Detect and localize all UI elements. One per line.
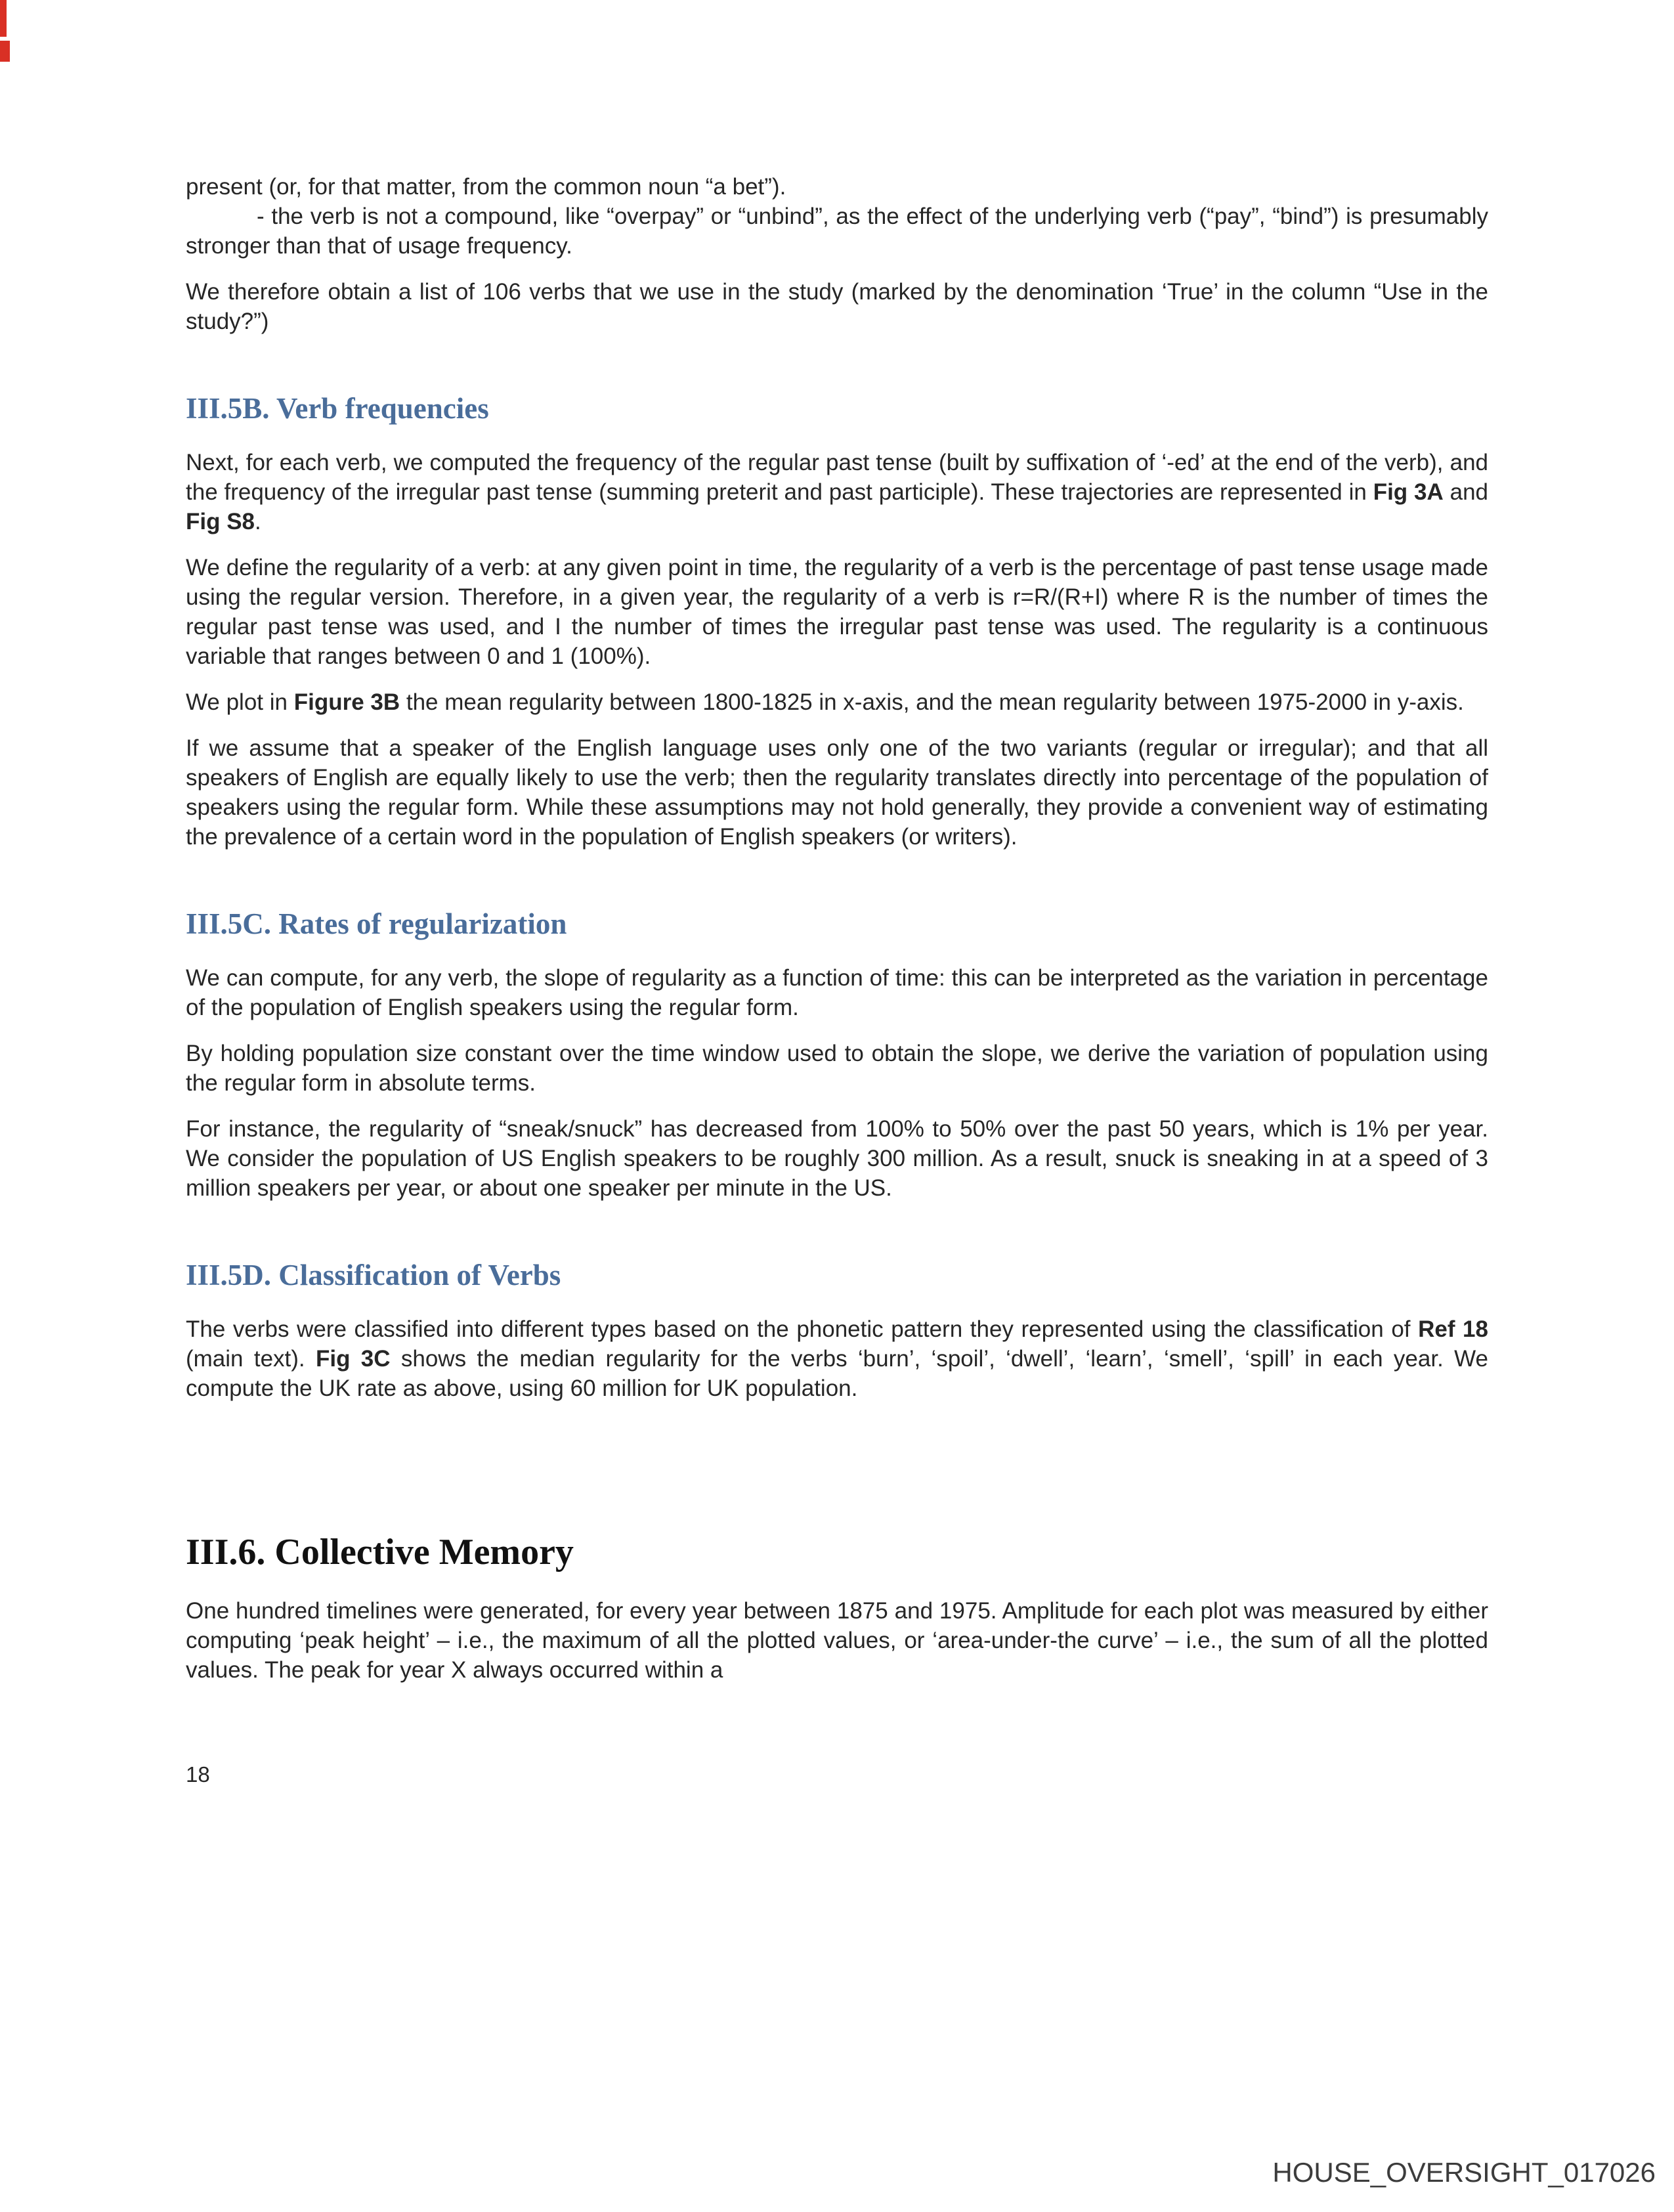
text-segment: . <box>255 509 261 534</box>
paragraph-5c-2: By holding population size constant over the time window used to obtain the slope, we derive the variation of population using the regular form in absolute terms. <box>186 1041 1488 1096</box>
paragraph-5b-2: We define the regularity of a verb: at any given point in time, the regularity of a verb is the percentage of past tense usage made using the regular version. Therefore, in a given year, the regularity of a verb is r=R/(R+I) where R is the number of times the regular past tense was used, and I the number of times the irregular past tense was used. The regularity is a continuous variable that ranges between 0 and 1 (100%). <box>186 555 1488 669</box>
paragraph-5b-1 <box>186 448 1488 536</box>
bold-figure-ref: Fig 3A <box>1373 479 1444 505</box>
intro-paragraph-2: We therefore obtain a list of 106 verbs that we use in the study (marked by the denomination ‘True’ in the column “Use in the study?”) <box>186 279 1488 334</box>
paragraph-5d-1 <box>186 1314 1488 1403</box>
text-segment: We plot in <box>186 689 294 715</box>
intro-paragraph-line1: present (or, for that matter, from the common noun “a bet”). <box>186 174 786 200</box>
section-heading-5c: III.5C. Rates of regularization <box>186 907 567 940</box>
text-segment: shows the median regularity for the verbs ‘burn’, ‘spoil’, ‘dwell’, ‘learn’, ‘smell’, ‘spill’ in each year. We compute the UK rate as above, using 60 million for UK population. <box>186 1346 1488 1401</box>
bold-figure-ref: Figure 3B <box>293 689 400 715</box>
page-number: 18 <box>186 1762 210 1787</box>
bold-figure-ref: Fig 3C <box>315 1346 391 1372</box>
paragraph-5b-4: If we assume that a speaker of the English language uses only one of the two variants (regular or irregular); and that all speakers of English are equally likely to use the verb; then the regularity translates directly into percentage of the population of speakers using the regular form. While these assumptions may not hold generally, they provide a convenient way of estimating the prevalence of a certain word in the population of English speakers (or writers). <box>186 735 1488 850</box>
red-corner-mark-2 <box>0 41 10 62</box>
bold-ref: Ref 18 <box>1418 1316 1488 1342</box>
text-segment: and <box>1443 479 1489 505</box>
intro-paragraph-line2: - the verb is not a compound, like “overpay” or “unbind”, as the effect of the underlying verb (“pay”, “bind”) is presumably stronger than that of usage frequency. <box>186 204 1488 259</box>
content-column <box>186 172 1488 1787</box>
text-segment: the mean regularity between 1800-1825 in x-axis, and the mean regularity between 1975-2000 in y-axis. <box>400 689 1464 715</box>
paragraph-5c-1: We can compute, for any verb, the slope of regularity as a function of time: this can be interpreted as the variation in percentage of the population of English speakers using the regular form. <box>186 965 1488 1020</box>
bold-figure-ref: Fig S8 <box>186 509 255 534</box>
red-corner-mark-1 <box>0 0 7 37</box>
section-heading-6: III.6. Collective Memory <box>186 1532 574 1572</box>
paragraph-5c-3: For instance, the regularity of “sneak/snuck” has decreased from 100% to 50% over the past 50 years, which is 1% per year. We consider the population of US English speakers to be roughly 300 million. As a result, snuck is sneaking in at a speed of 3 million speakers per year, or about one speaker per minute in the US. <box>186 1116 1488 1201</box>
section-heading-5b: III.5B. Verb frequencies <box>186 392 489 425</box>
paragraph-6-1: One hundred timelines were generated, for every year between 1875 and 1975. Amplitude for each plot was measured by either computing ‘peak height’ – i.e., the maximum of all the plotted values, or ‘area-under-the curve’ – i.e., the sum of all the plotted values. The peak for year X always occurred within a <box>186 1598 1488 1683</box>
paragraph-5b-3 <box>186 687 1488 717</box>
section-heading-5d: III.5D. Classification of Verbs <box>186 1259 561 1291</box>
text-segment: (main text). <box>186 1346 316 1372</box>
text-segment: The verbs were classified into different types based on the phonetic pattern they represented using the classification of <box>186 1316 1419 1342</box>
bates-watermark: HOUSE_OVERSIGHT_017026 <box>1272 2157 1656 2188</box>
text-segment: Next, for each verb, we computed the frequency of the regular past tense (built by suffixation of ‘-ed’ at the end of the verb), and the frequency of the irregular past tense (summing preterit and past participle). These trajectories are represented in <box>186 450 1488 505</box>
